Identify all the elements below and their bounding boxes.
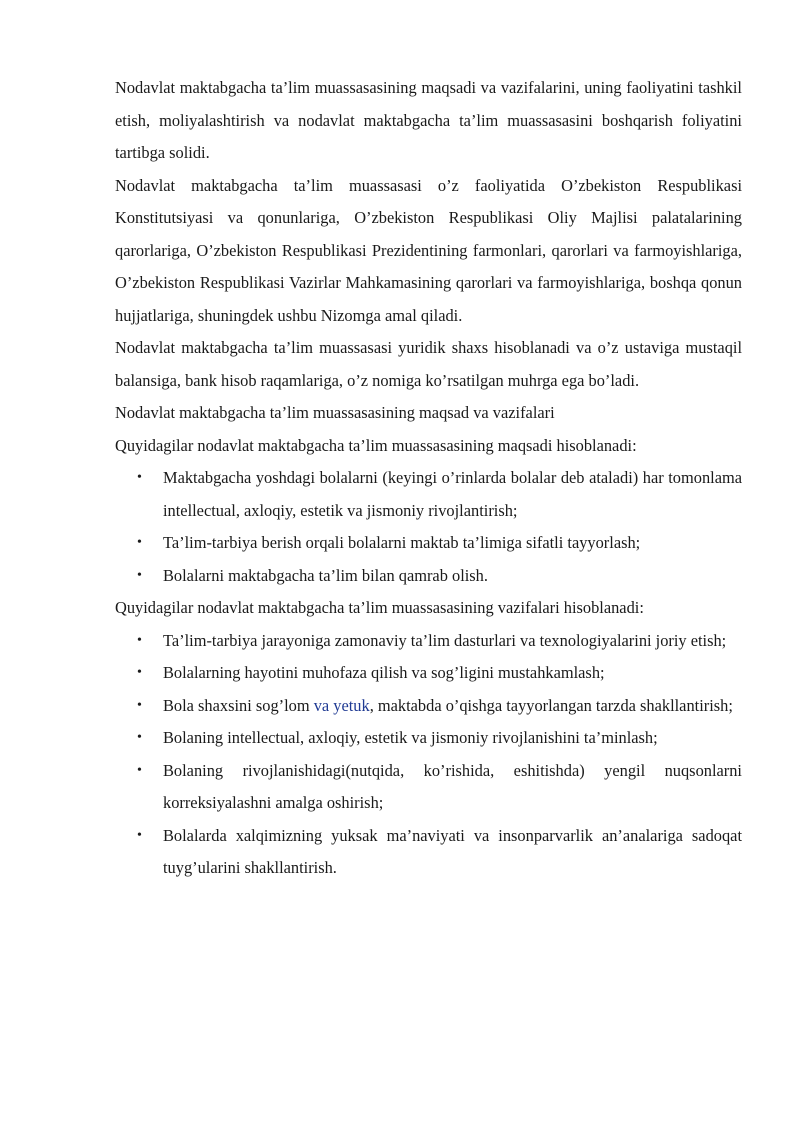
list-item bbox=[115, 755, 742, 820]
bullet-icon: • bbox=[137, 535, 142, 550]
list-item bbox=[115, 690, 742, 723]
paragraph-legal-status: Nodavlat maktabgacha ta’lim muassasasi yuridik shaxs hisoblanadi va o’z ustaviga mustaqil balansiga, bank hisob raqamlariga, o’z nomiga ko’rsatilgan muhrga ega bo’ladi. bbox=[115, 338, 742, 390]
list-item-text bbox=[163, 696, 733, 715]
list-item bbox=[115, 527, 742, 560]
bullet-icon: • bbox=[137, 470, 142, 485]
list-item-text-end: , maktabda o’qishga tayyorlangan tarzda shakllantirish; bbox=[369, 695, 733, 715]
bullet-icon: • bbox=[137, 665, 142, 680]
list-item bbox=[115, 625, 742, 658]
list-item-text: Bolalarda xalqimizning yuksak ma’naviyati va insonparvarlik an’analariga sadoqat tuyg’ularini shakllantirish. bbox=[163, 825, 742, 877]
tasks-list bbox=[115, 625, 742, 885]
list-item-text: Bolalarni maktabgacha ta’lim bilan qamrab olish. bbox=[163, 565, 488, 585]
list-item bbox=[115, 560, 742, 593]
paragraph-intro: Nodavlat maktabgacha ta’lim muassasasining maqsadi va vazifalarini, uning faoliyatini tashkil etish, moliyalashtirish va nodavlat maktabgacha ta’lim muassasasini boshqarish foliyatini tartibga solidi. bbox=[115, 78, 742, 162]
highlighted-link[interactable]: va yetuk bbox=[313, 695, 370, 715]
bullet-icon: • bbox=[137, 697, 142, 713]
list-item-text: Bolaning rivojlanishidagi(nutqida, ko’rishida, eshitishda) yengil nuqsonlarni korreksiyalashni amalga oshirish; bbox=[163, 760, 742, 812]
bullet-icon: • bbox=[137, 827, 142, 843]
list-item-text: Bolaning intellectual, axloqiy, estetik va jismoniy rivojlanishini ta’minlash; bbox=[163, 728, 658, 747]
list-item-text-start: Bola shaxsini sog’lom bbox=[163, 695, 314, 715]
section-heading: Nodavlat maktabgacha ta’lim muassasasining maqsad va vazifalari bbox=[115, 403, 555, 422]
list-item-text: Ta’lim-tarbiya berish orqali bolalarni maktab ta’limiga sifatli tayyorlash; bbox=[163, 533, 641, 552]
list-item bbox=[115, 820, 742, 885]
bullet-icon: • bbox=[137, 632, 142, 648]
list-item-text: Bolalarning hayotini muhofaza qilish va sog’ligini mustahkamlash; bbox=[163, 663, 605, 682]
bullet-icon: • bbox=[137, 762, 142, 778]
goals-list bbox=[115, 462, 742, 592]
goals-intro: Quyidagilar nodavlat maktabgacha ta’lim muassasasining maqsadi hisoblanadi: bbox=[115, 435, 637, 455]
list-item bbox=[115, 462, 742, 527]
paragraph-legal-basis: Nodavlat maktabgacha ta’lim muassasasi o’z faoliyatida O’zbekiston Respublikasi Konstitutsiyasi va qonunlariga, O’zbekiston Respublikasi Oliy Majlisi palatalarining qarorlariga, O’zbekiston Respublikasi Prezidentining farmonlari, qarorlari va farmoyishlariga, O’zbekiston Respublikasi Vazirlar Mahkamasining qarorlari va farmoyishlariga, boshqa qonun hujjatlariga, shuningdek ushbu Nizomga amal qiladi. bbox=[115, 175, 742, 325]
list-item-text: Ta’lim-tarbiya jarayoniga zamonaviy ta’lim dasturlari va texnologiyalarini joriy etish; bbox=[163, 630, 727, 650]
list-item-text: Maktabgacha yoshdagi bolalarni (keyingi o’rinlarda bolalar deb ataladi) har tomonlama intellectual, axloqiy, estetik va jismoniy rivojlantirish; bbox=[163, 468, 742, 520]
list-item bbox=[115, 722, 742, 755]
document-page bbox=[115, 72, 742, 885]
tasks-intro: Quyidagilar nodavlat maktabgacha ta’lim muassasasining vazifalari hisoblanadi: bbox=[115, 598, 644, 617]
bullet-icon: • bbox=[137, 567, 142, 583]
list-item bbox=[115, 657, 742, 690]
bullet-icon: • bbox=[137, 730, 142, 745]
